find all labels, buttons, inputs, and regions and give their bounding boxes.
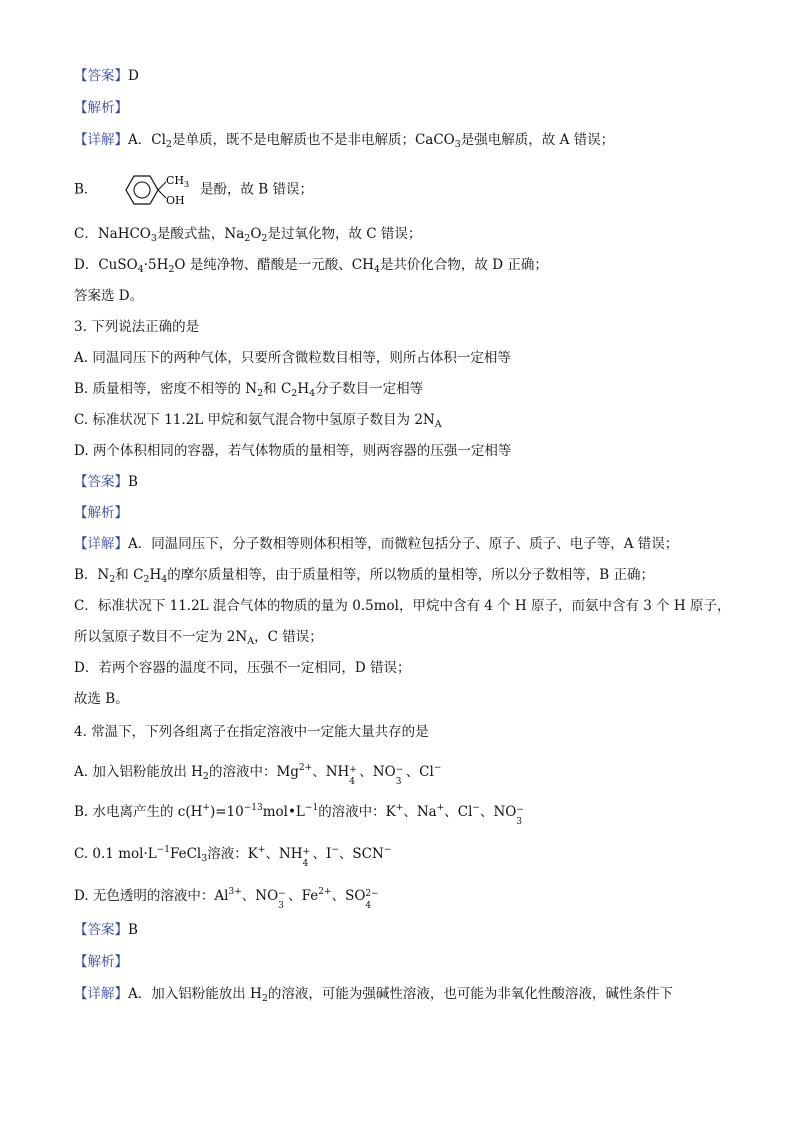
q3-answer-line [74, 472, 138, 492]
subscript: 2 [202, 771, 209, 782]
text: C. 标准状况下 11.2L 甲烷和氨气混合物中氢原子数目为 2N [74, 412, 435, 428]
text: D. 无色透明的溶液中：Al [74, 888, 229, 904]
text: 、SCN [338, 846, 384, 862]
superscript: − [331, 845, 339, 855]
subscript: 3 [150, 233, 157, 244]
text: 、NH [265, 846, 303, 862]
subscript: 2 [165, 139, 172, 150]
text: 所以氢原子数目不一定为 2N [74, 629, 248, 645]
text: 、NO [479, 804, 517, 820]
superscript: −1 [304, 803, 319, 813]
subscript: 2 [244, 233, 251, 244]
superscript: + [436, 803, 445, 813]
q3-detail-d: D．若两个容器的温度不同，压强不一定相同，D 错误； [74, 660, 411, 676]
subscript: 3 [201, 853, 208, 864]
detail-tag: 【详解】 [74, 132, 128, 148]
subscript: 2 [291, 388, 298, 399]
q4-stem: 4. 常温下，下列各组离子在指定溶液中一定能大量共存的是 [74, 724, 429, 740]
q2-detail-a [74, 130, 614, 155]
ion-scripts [395, 764, 406, 787]
text: B． [74, 181, 98, 198]
text: 的溶液中：Mg [208, 764, 299, 780]
o-cresol-structure-icon [120, 172, 192, 208]
text: )=10 [209, 804, 244, 820]
detail-tag: 【详解】 [74, 536, 128, 552]
q2-conclusion: 答案选 D。 [74, 288, 144, 304]
subscript: 2 [257, 388, 264, 399]
text: 的溶液，可能为强碱性溶液，也可能为非氧化性酸溶液，碱性条件下 [267, 986, 673, 1002]
subscript: 4 [161, 574, 168, 585]
ch3-label: $CH_3$ [165, 174, 189, 189]
text: C．NaHCO [74, 226, 151, 242]
subscript: 4 [137, 264, 144, 275]
subscript: A [434, 419, 442, 430]
text: 、SO [331, 888, 366, 904]
subscript: 2 [143, 574, 150, 585]
q3-option-d: D. 两个体积相同的容器，若气体物质的量相等，则两容器的压强一定相等 [74, 443, 512, 459]
text: A. 加入铝粉能放出 H [74, 764, 203, 780]
subscript: 4 [349, 776, 356, 787]
subscript: A [247, 636, 255, 647]
answer-tag: 【答案】 [74, 474, 128, 490]
text: ·5H [143, 257, 169, 273]
answer-tag: 【答案】 [74, 922, 128, 938]
superscript: − [472, 803, 480, 813]
superscript: − [395, 764, 404, 775]
ion-scripts [278, 888, 288, 911]
subscript: 4 [365, 900, 372, 911]
superscript: + [202, 803, 210, 813]
q3-option-c [74, 410, 442, 435]
q3-analysis-tag [74, 503, 128, 523]
text: mol•L [262, 804, 305, 820]
text: B．N [74, 567, 110, 583]
q4-detail-a [74, 984, 673, 1009]
subscript: 3 [278, 900, 284, 911]
q4-option-b [74, 798, 526, 827]
analysis-tag: 【解析】 [74, 505, 128, 521]
text: 分子数目一定相等 [315, 381, 424, 397]
superscript: − [278, 888, 286, 899]
subscript: 2 [168, 264, 175, 275]
text: 、Fe [288, 888, 319, 904]
superscript: −13 [243, 803, 263, 813]
text: 是共价化合物，故 D 正确； [379, 257, 548, 273]
text: 、Na [403, 804, 437, 820]
q2-detail-b [74, 172, 313, 208]
text: 、Cl [444, 804, 473, 820]
subscript: 2 [261, 233, 268, 244]
subscript: 3 [454, 139, 461, 150]
text: A．同温同压下，分子数相等则体积相等，而微粒包括分子、原子、质子、电子等，A 错误； [128, 536, 679, 552]
text: 是酚，故 B 错误； [200, 181, 314, 198]
q3-detail-c-cont [74, 627, 323, 652]
analysis-tag: 【解析】 [74, 100, 128, 116]
q2-detail-d [74, 255, 548, 280]
text: 、NO [359, 764, 396, 780]
ion-scripts [365, 888, 381, 911]
q3-option-a: A. 同温同压下的两种气体，只要所含微粒数目相等，则所占体积一定相等 [74, 350, 511, 366]
superscript: 2+ [298, 763, 313, 773]
q3-detail-b [74, 565, 654, 590]
superscript: + [302, 846, 311, 857]
q3-stem: 3. 下列说法正确的是 [74, 319, 200, 335]
superscript: + [257, 845, 266, 855]
oh-label: OH [165, 194, 185, 207]
analysis-tag: 【解析】 [74, 954, 128, 970]
text: FeCl [169, 846, 202, 862]
text: 的摩尔质量相等，由于质量相等，所以物质的量相等，所以分子数相等，B 正确； [167, 567, 654, 583]
text: H [149, 567, 162, 583]
superscript: + [349, 764, 357, 775]
text: 是单质，既不是电解质也不是非电解质；CaCO [171, 132, 455, 148]
subscript: 2 [109, 574, 116, 585]
text: C. 0.1 mol·L [74, 846, 157, 862]
text: A．加入铝粉能放出 H [128, 986, 262, 1002]
subscript: 3 [516, 816, 523, 827]
subscript: 3 [395, 776, 402, 787]
q4-option-d [74, 882, 381, 911]
q4-analysis-tag [74, 952, 128, 972]
q4-answer-line [74, 920, 138, 940]
text: 、NO [241, 888, 279, 904]
ion-scripts [349, 764, 359, 787]
detail-tag: 【详解】 [74, 986, 128, 1002]
text: A．Cl [128, 132, 166, 148]
q3-detail-a [74, 534, 678, 554]
text: B. 水电离产生的 c(H [74, 804, 203, 820]
q3-conclusion: 故选 B。 [74, 691, 129, 707]
q4-option-c [74, 840, 391, 869]
text: 是强电解质，故 A 错误； [460, 132, 615, 148]
text: ，C 错误； [254, 629, 323, 645]
text: 、NH [312, 764, 350, 780]
text: 和 C [115, 567, 144, 583]
text: 、Cl [405, 764, 434, 780]
answer-value: D [128, 68, 139, 84]
subscript: 4 [309, 388, 316, 399]
superscript: − [383, 845, 392, 855]
answer-tag: 【答案】 [74, 68, 128, 84]
superscript: 2+ [318, 887, 332, 897]
subscript: 2 [261, 993, 268, 1004]
subscript: 4 [373, 264, 380, 275]
superscript: − [433, 763, 442, 773]
text: H [297, 381, 310, 397]
superscript: 3+ [228, 887, 242, 897]
q3-detail-c: C．标准状况下 11.2L 混合气体的物质的量为 0.5mol，甲烷中含有 4 个 H 原子，而氨中含有 3 个 H 原子， [74, 598, 731, 614]
text: D．CuSO [74, 257, 138, 273]
q2-answer-line [74, 66, 139, 86]
superscript: + [395, 803, 404, 813]
q4-option-a [74, 758, 441, 787]
text: 溶液：K [207, 846, 258, 862]
q2-detail-c [74, 224, 421, 249]
text: 、I [312, 846, 332, 862]
superscript: 2− [365, 888, 379, 899]
q2-analysis-tag [74, 98, 128, 118]
text: O 是纯净物、醋酸是一元酸、CH [174, 257, 374, 273]
text: B. 质量相等，密度不相等的 N [74, 381, 258, 397]
text: O [250, 226, 262, 242]
superscript: − [516, 804, 524, 815]
answer-value: B [128, 474, 138, 490]
superscript: −1 [156, 845, 170, 855]
text: 是过氧化物，故 C 错误； [267, 226, 422, 242]
text: 和 C [263, 381, 292, 397]
text: 是酸式盐，Na [156, 226, 245, 242]
subscript: 4 [302, 858, 309, 869]
answer-value: B [128, 922, 138, 938]
text: 的溶液中：K [318, 804, 396, 820]
ion-scripts [302, 846, 313, 869]
q3-option-b [74, 379, 423, 404]
ion-scripts [516, 804, 526, 827]
